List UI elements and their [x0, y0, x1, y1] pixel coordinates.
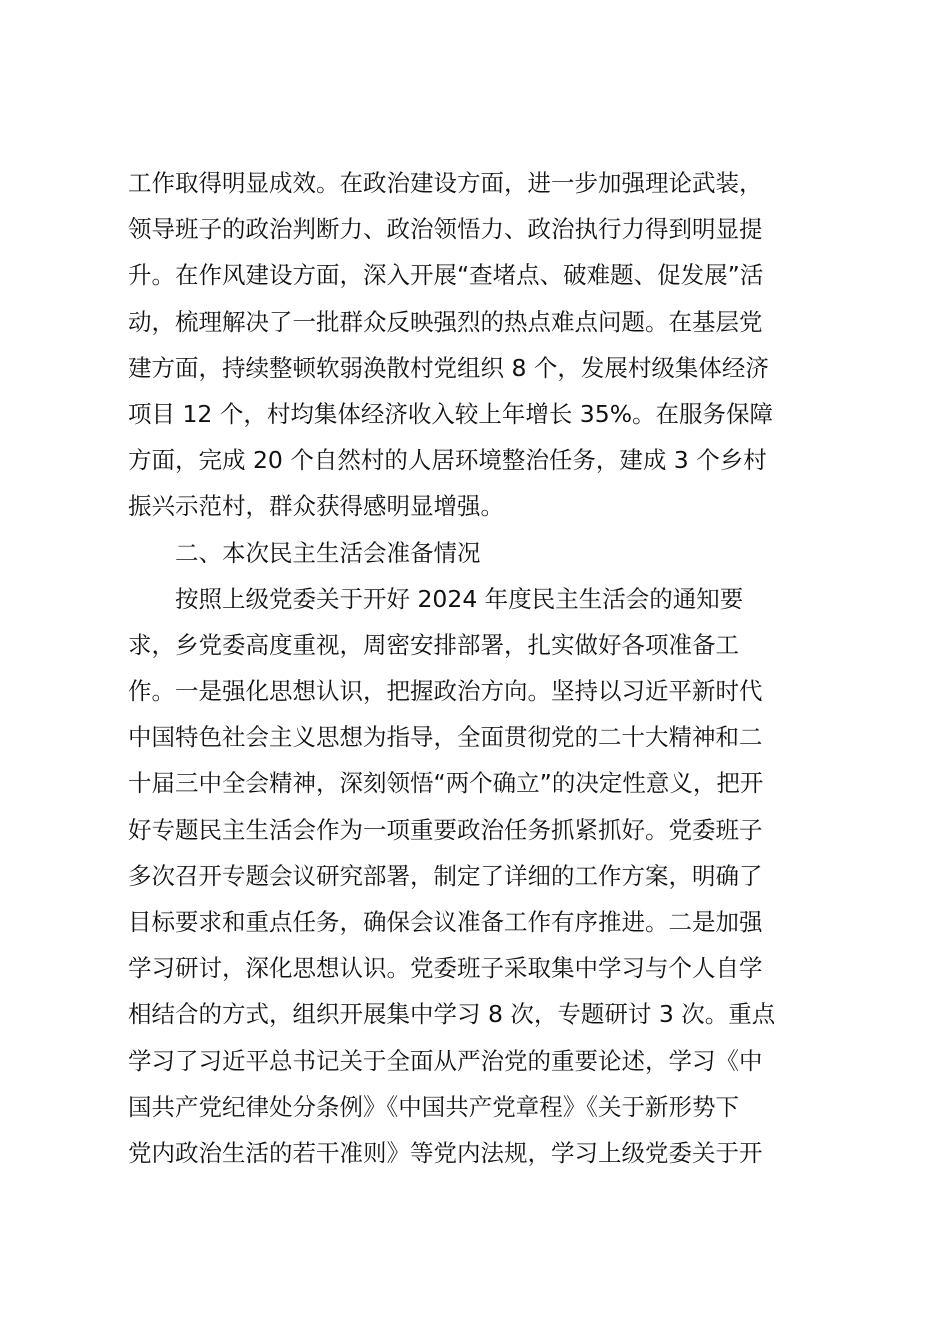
text-line: 党内政治生活的若干准则》等党内法规，学习上级党委关于开: [128, 1138, 763, 1167]
text-line: 振兴示范村，群众获得感明显增强。: [128, 492, 504, 521]
text-line: 项目 12 个，村均集体经济收入较上年增长 35%。在服务保障: [128, 399, 774, 428]
text-line: 相结合的方式，组织开展集中学习 8 次，专题研讨 3 次。重点: [128, 1000, 776, 1029]
text-line: 中国特色社会主义思想为指导，全面贯彻党的二十大精神和二: [128, 723, 763, 752]
text-line: 升。在作风建设方面，深入开展“查堵点、破难题、促发展”活: [128, 261, 764, 290]
text-line: 按照上级党委关于开好 2024 年度民主生活会的通知要: [175, 584, 744, 613]
text-line: 工作取得明显成效。在政治建设方面，进一步加强理论武装，: [128, 169, 763, 197]
text-line: 十届三中全会精神，深刻领悟“两个确立”的决定性意义，把开: [128, 769, 764, 798]
text-line: 建方面，持续整顿软弱涣散村党组织 8 个，发展村级集体经济: [128, 353, 769, 382]
text-line: 国共产党纪律处分条例》《中国共产党章程》《关于新形势下: [128, 1092, 739, 1121]
text-line: 求，乡党委高度重视，周密安排部署，扎实做好各项准备工: [128, 630, 739, 659]
text-line: 多次召开专题会议研究部署，制定了详细的工作方案，明确了: [128, 861, 763, 890]
text-line: 方面，完成 20 个自然村的人居环境整治任务，建成 3 个乡村: [128, 446, 767, 475]
text-line: 目标要求和重点任务，确保会议准备工作有序推进。二是加强: [128, 908, 763, 936]
text-line: 领导班子的政治判断力、政治领悟力、政治执行力得到明显提: [128, 215, 763, 244]
document-body: [128, 160, 828, 1176]
text-line: 作。一是强化思想认识，把握政治方向。坚持以习近平新时代: [128, 677, 763, 706]
text-line: 学习了习近平总书记关于全面从严治党的重要论述，学习《中: [128, 1046, 763, 1075]
section-heading: 二、本次民主生活会准备情况: [175, 538, 481, 567]
text-line: 动，梳理解决了一批群众反映强烈的热点难点问题。在基层党: [128, 307, 763, 336]
text-line: 学习研讨，深化思想认识。党委班子采取集中学习与个人自学: [128, 954, 763, 983]
text-line: 好专题民主生活会作为一项重要政治任务抓紧抓好。党委班子: [128, 815, 763, 844]
